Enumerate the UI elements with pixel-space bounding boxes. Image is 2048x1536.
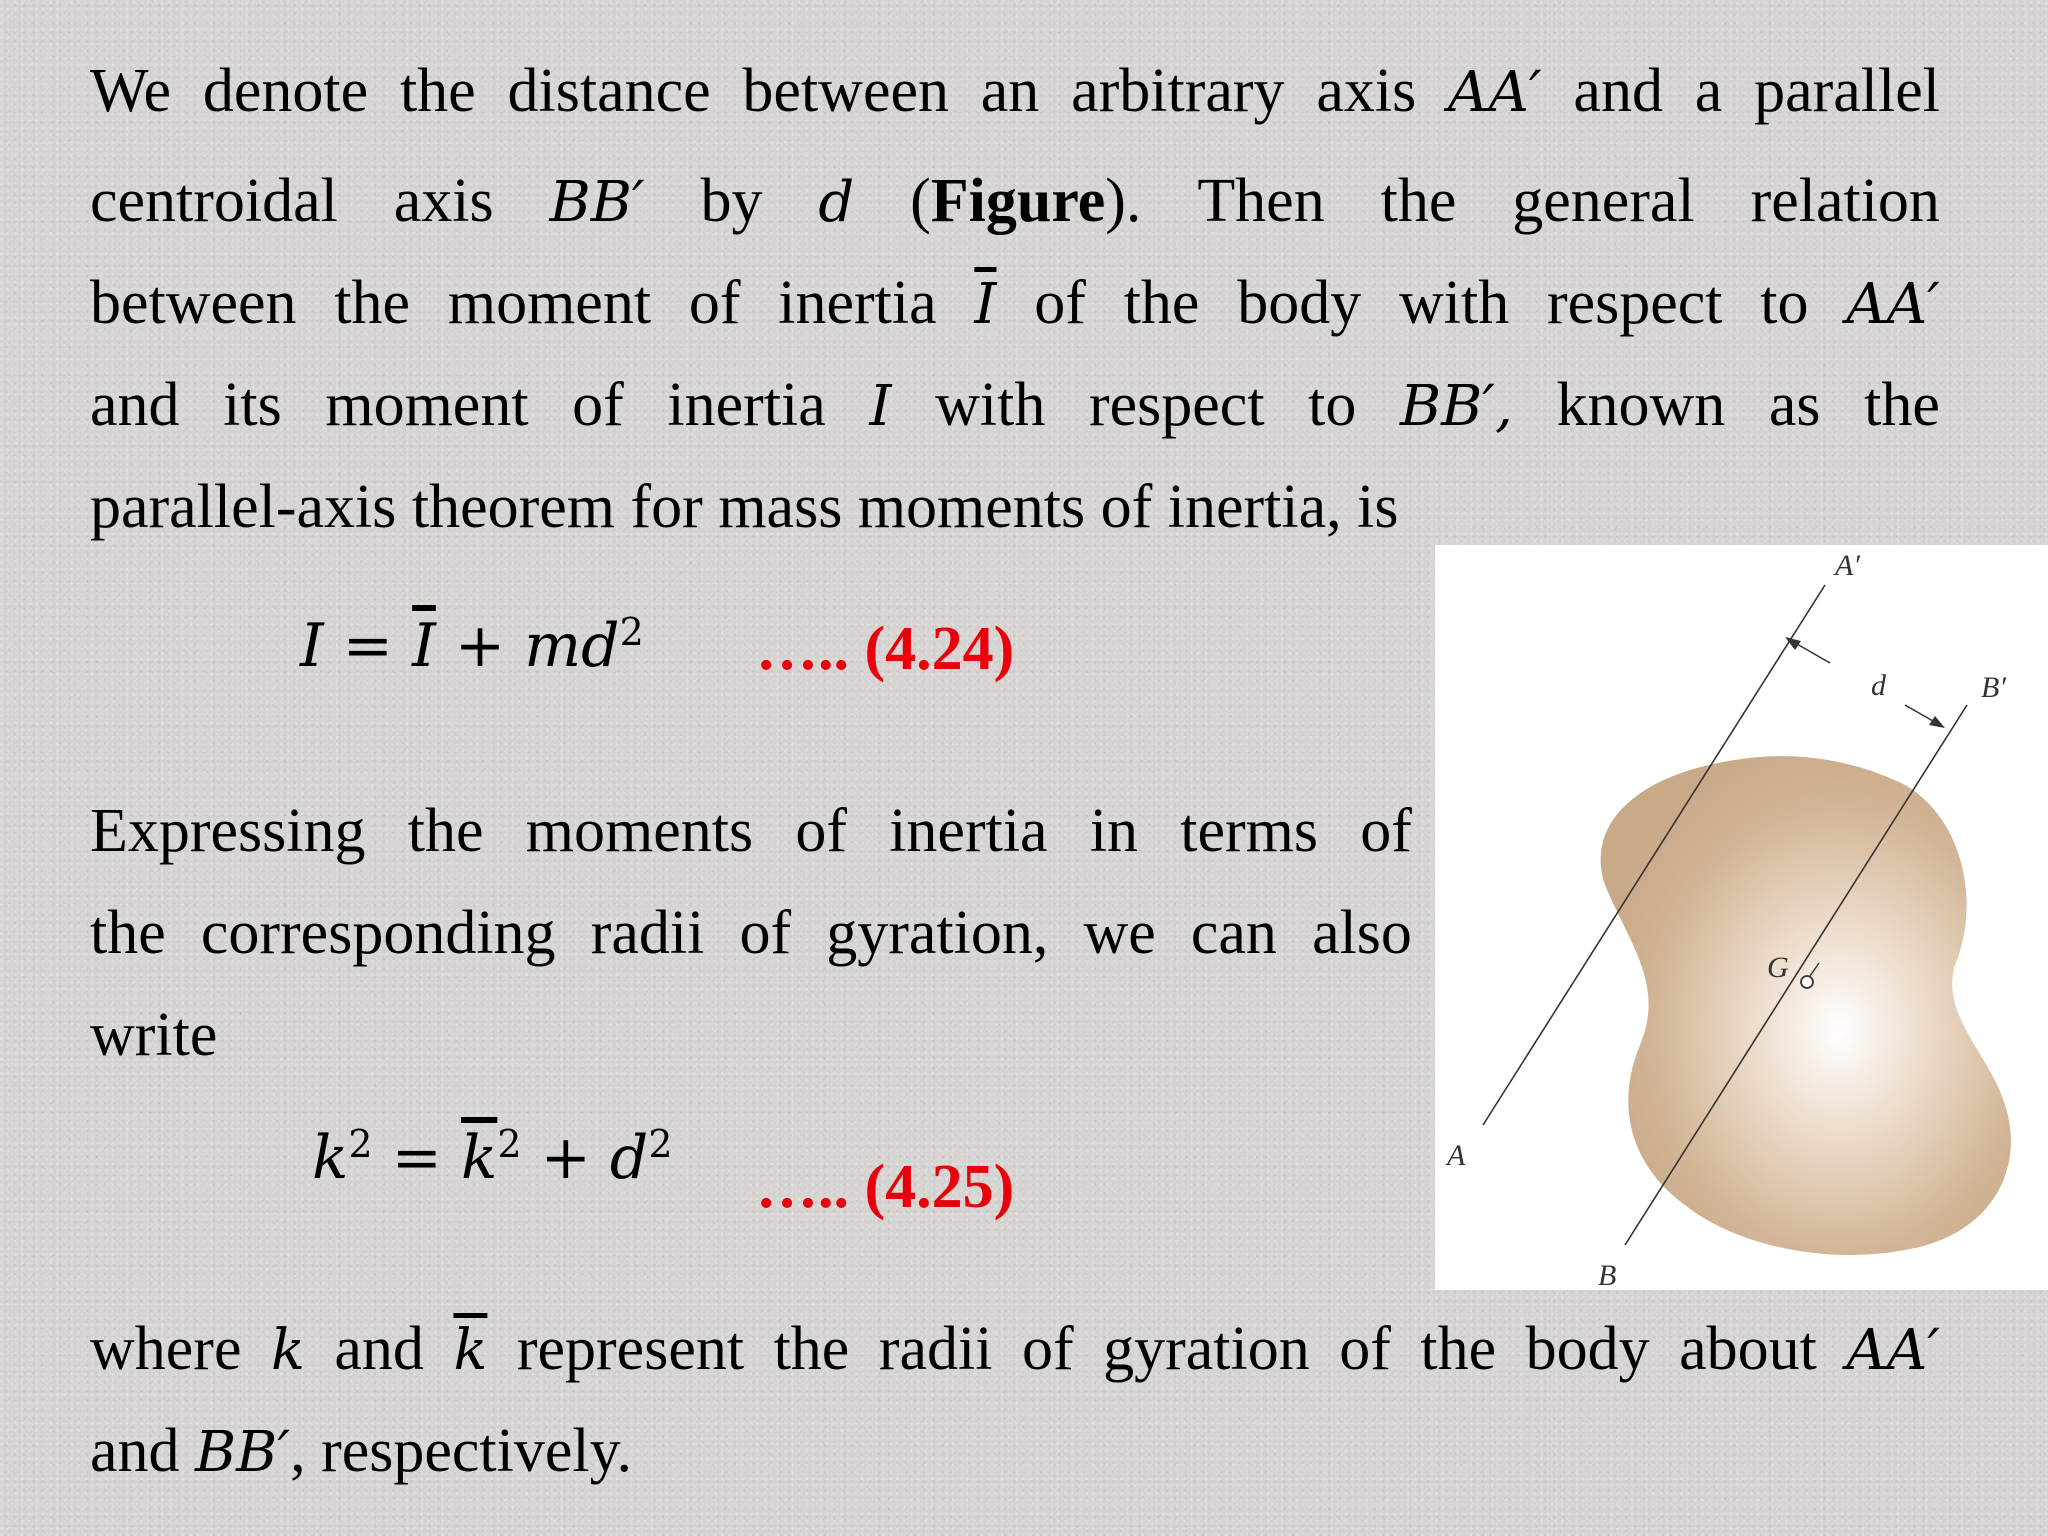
word: and (1573, 57, 1663, 125)
word: respect (1088, 371, 1265, 439)
parallel-axis-figure (1435, 545, 2048, 1290)
math-symbol-kbar: $\overline{k}$ (453, 1318, 488, 1383)
word: inertia (778, 269, 937, 337)
word: between (742, 57, 949, 125)
paragraph3-line1 (90, 1315, 1940, 1383)
equation-4-24: $I = \overline{I} + md^2$ (300, 610, 644, 681)
word: the (1123, 269, 1200, 337)
word: of (739, 899, 792, 967)
math-symbol: k (270, 1318, 305, 1383)
word: of (1339, 1315, 1391, 1383)
paragraph1-line1 (90, 57, 1940, 125)
word: terms (1180, 797, 1319, 865)
word: to (1308, 371, 1357, 439)
centroid-g (1801, 976, 1813, 988)
word: inertia (667, 371, 826, 439)
word: the (1380, 167, 1457, 235)
word: axis (1316, 57, 1417, 125)
word: the (90, 899, 166, 967)
equation-4-25: $k^2 = \overline{k}^2 + d^2$ (312, 1122, 673, 1193)
paragraph2-line1 (90, 797, 1412, 865)
paragraph1-line3 (90, 269, 1940, 337)
equation-number-4-25: ….. (4.25) (756, 1153, 1015, 1221)
paragraph3-line2 (90, 1417, 1940, 1485)
word: with (935, 371, 1046, 439)
label-a: A (1447, 1139, 1466, 1172)
word: of (1360, 797, 1412, 865)
word: its (223, 371, 282, 439)
math-symbol-ibar: $\overline{I}$ (974, 272, 997, 337)
paragraph1-line5 (90, 473, 1940, 541)
word: between (90, 269, 297, 337)
word: of (688, 269, 741, 337)
label-g: G (1767, 951, 1789, 984)
word: inertia (889, 797, 1048, 865)
word: the (1420, 1315, 1497, 1383)
word: known (1556, 371, 1726, 439)
math-symbol: BB′ (549, 170, 645, 235)
word: of (1034, 269, 1086, 337)
word: body (1237, 269, 1362, 337)
label-d: d (1871, 669, 1886, 702)
word: of (1021, 1315, 1074, 1383)
word: the (773, 1315, 850, 1383)
word: arbitrary (1071, 57, 1285, 125)
word: can (1190, 899, 1277, 967)
word: by (700, 167, 763, 235)
word: moments (525, 797, 754, 865)
math-symbol: AA′ (1846, 1318, 1940, 1383)
math-symbol: d (818, 170, 855, 235)
word: general (1512, 167, 1695, 235)
word: body (1525, 1315, 1650, 1383)
paragraph-text: and BB′, respectively. (90, 1417, 633, 1485)
paragraph1-line4 (90, 371, 1940, 439)
word: radii (878, 1315, 993, 1383)
word: in (1089, 797, 1139, 865)
word: also (1312, 899, 1412, 967)
word: denote (202, 57, 369, 125)
arrowhead-right (1929, 716, 1945, 728)
word: Expressing (90, 797, 366, 865)
word: about (1679, 1315, 1817, 1383)
word: moment (325, 371, 529, 439)
math-symbol: AA′ (1846, 272, 1940, 337)
word: centroidal (90, 167, 338, 235)
math-symbol: I (869, 374, 892, 439)
word: the (334, 269, 411, 337)
word: an (980, 57, 1040, 125)
word: of (795, 797, 847, 865)
word: the (399, 57, 476, 125)
word: moment (447, 269, 652, 337)
word: respect (1546, 269, 1723, 337)
equation-number-4-24: ….. (4.24) (756, 615, 1015, 683)
word: the (1864, 371, 1940, 439)
paragraph1-line2 (90, 167, 1940, 235)
word: where (90, 1315, 242, 1383)
word: distance (507, 57, 711, 125)
word: radii (590, 899, 705, 967)
paragraph-text: parallel-axis theorem for mass moments of inertia, is (90, 473, 1399, 541)
word: represent (516, 1315, 745, 1383)
word: axis (393, 167, 494, 235)
figure-reference: (Figure). (910, 167, 1142, 235)
word: we (1083, 899, 1156, 967)
word: gyration (1103, 1315, 1310, 1383)
paragraph2-line2 (90, 899, 1412, 967)
math-symbol: AA′ (1448, 60, 1542, 125)
word: parallel (1754, 57, 1940, 125)
paragraph-text: write (90, 1001, 218, 1069)
word: with (1398, 269, 1510, 337)
rigid-body-shape (1601, 756, 2011, 1255)
word: to (1760, 269, 1809, 337)
word: of (572, 371, 624, 439)
label-b: B (1598, 1259, 1617, 1290)
word: and (334, 1315, 424, 1383)
word: Then (1197, 167, 1325, 235)
word: We (90, 57, 172, 125)
word: and (90, 371, 180, 439)
word: relation (1750, 167, 1940, 235)
word: as (1768, 371, 1821, 439)
word: a (1694, 57, 1723, 125)
label-a-prime: A′ (1835, 549, 1860, 582)
word: the (407, 797, 484, 865)
word: gyration, (826, 899, 1049, 967)
math-symbol: BB′, (1400, 374, 1513, 439)
label-b-prime: B′ (1981, 671, 2006, 704)
word: corresponding (200, 899, 556, 967)
